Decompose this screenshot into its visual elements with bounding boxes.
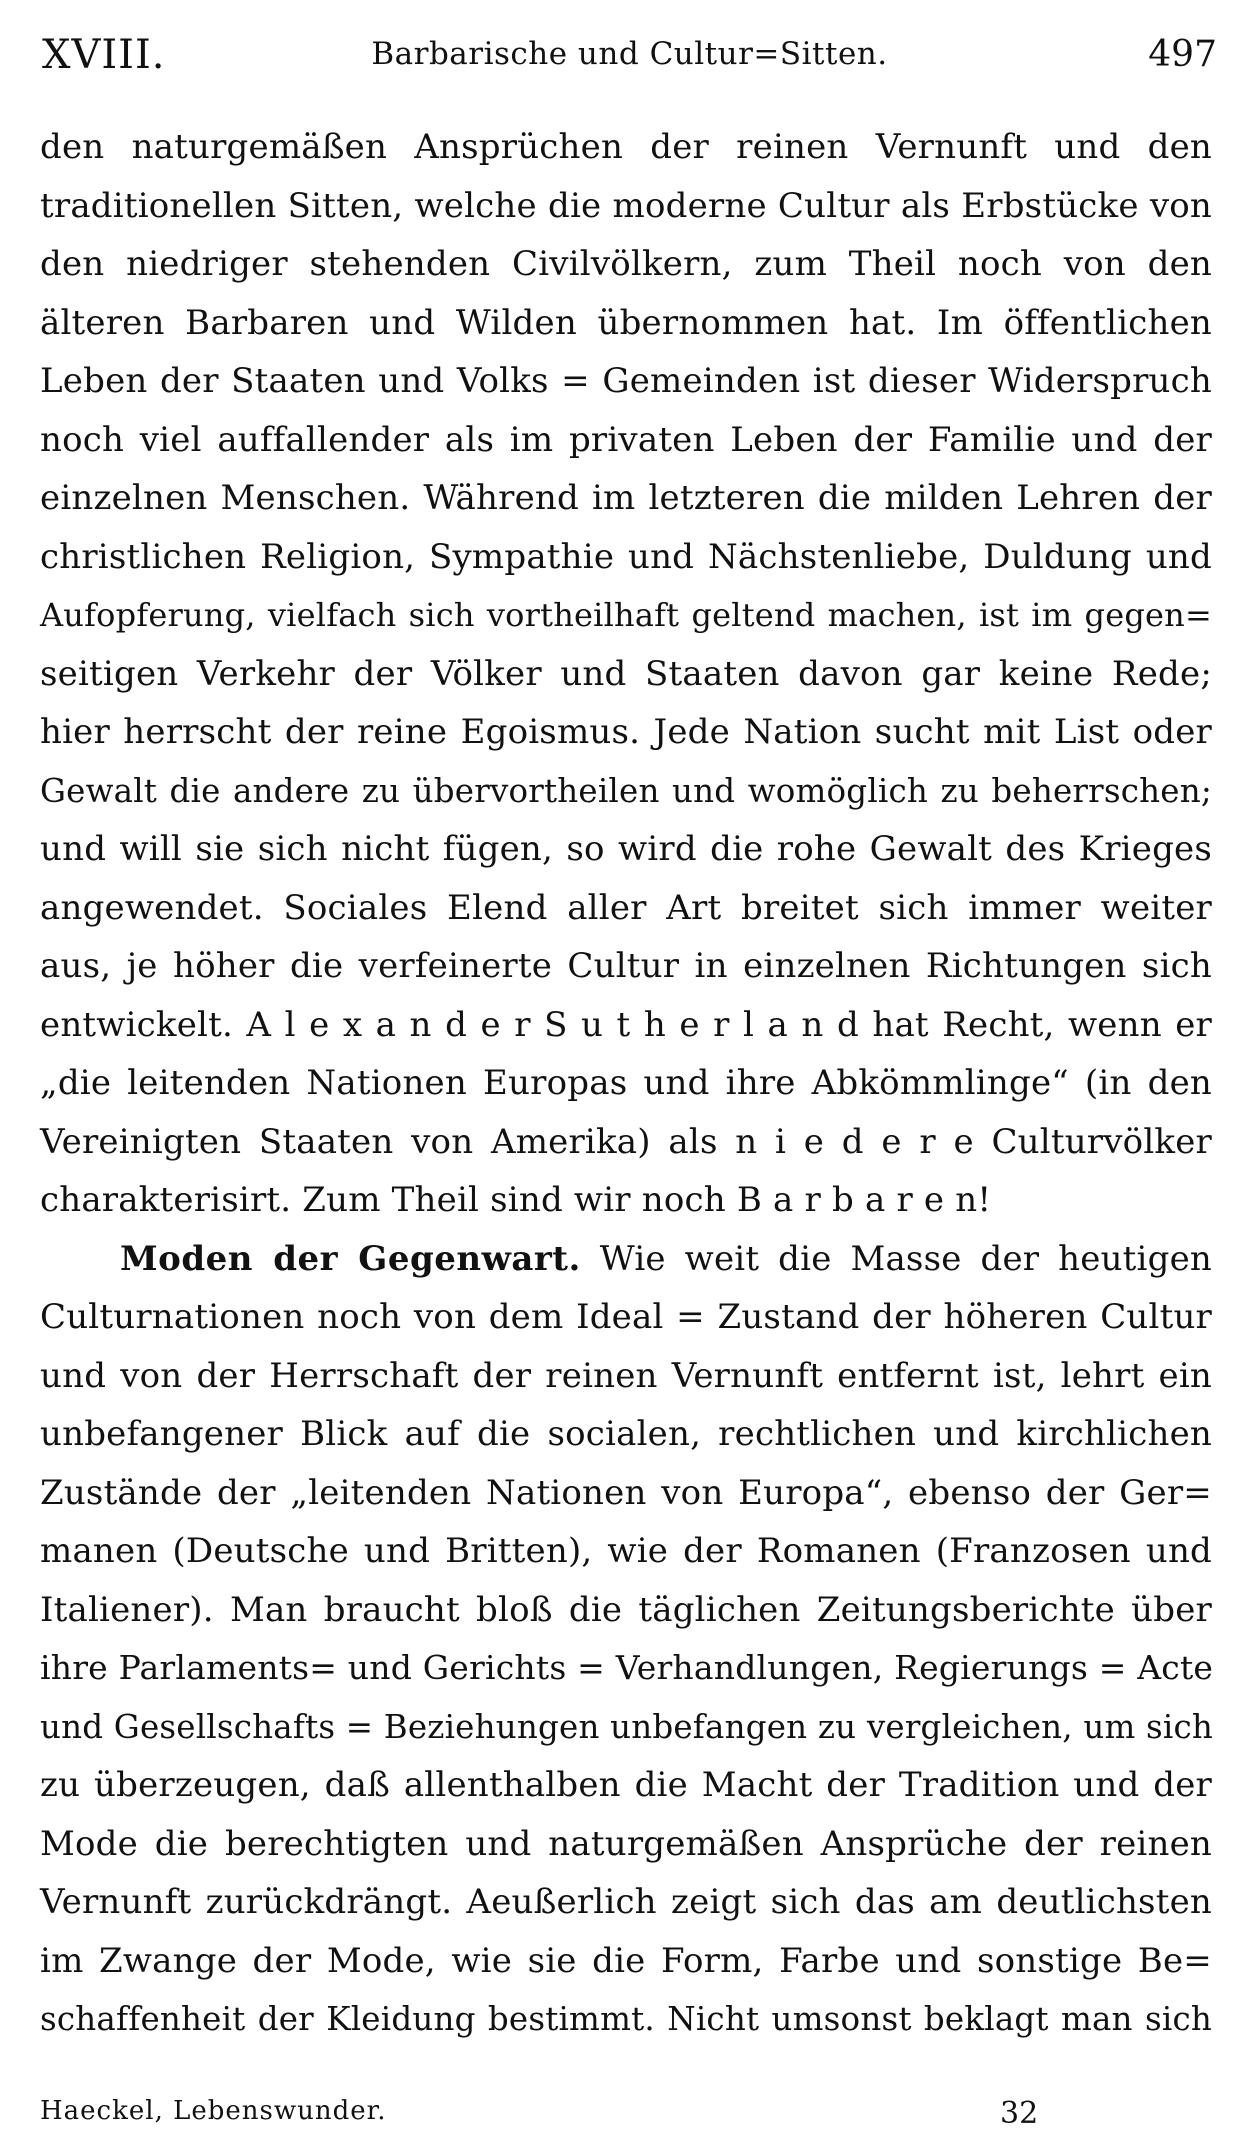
text-line: Vernunft zurückdrängt. Aeußerlich zeigt sich das am deutlichsten [40, 1882, 1212, 1922]
running-title: Barbarische und Cultur=Sitten. [371, 36, 888, 72]
text-line: christlichen Religion, Sympathie und Nächstenliebe, Duldung und [40, 536, 1212, 577]
text-line: entwickelt. A l e x a n d e r S u t h e r l a n d hat Recht, wenn er [40, 1004, 1212, 1045]
page-number: 497 [1148, 34, 1217, 75]
text-line: Culturnationen noch von dem Ideal = Zustand der höheren Cultur [40, 1297, 1212, 1337]
text-line: angewendet. Sociales Elend aller Art breitet sich immer weiter [40, 887, 1212, 928]
text-line: traditionellen Sitten, welche die moderne Cultur als Erbstücke von [40, 185, 1212, 226]
text-line: noch viel auffallender als im privaten Leben der Familie und der [40, 419, 1212, 460]
text-line: Leben der Staaten und Volks = Gemeinden ist dieser Widerspruch [40, 361, 1212, 401]
signature-mark: 32 [1000, 2096, 1039, 2131]
text-line: Zustände der „leitenden Nationen von Europa“, ebenso der Ger= [40, 1472, 1212, 1513]
section-first-line-text: Wie weit die Masse der heutigen [599, 1238, 1212, 1279]
page-footer [40, 2096, 1207, 2136]
text-line: Mode die berechtigten und naturgemäßen Ansprüche der reinen [40, 1823, 1212, 1864]
text-line: Vereinigten Staaten von Amerika) als n i e d e r e Culturvölker [40, 1121, 1212, 1162]
text-line: Italiener). Man braucht bloß die täglichen Zeitungsberichte über [40, 1589, 1212, 1630]
text-line: hier herrscht der reine Egoismus. Jede Nation sucht mit List oder [40, 712, 1212, 752]
text-line: älteren Barbaren und Wilden übernommen hat. Im öffentlichen [40, 302, 1212, 343]
body-text [40, 118, 1212, 2049]
text-line: und will sie sich nicht fügen, so wird die rohe Gewalt des Krieges [40, 829, 1212, 869]
text-line: und Gesellschafts = Beziehungen unbefangen zu vergleichen, um sich [40, 1707, 1214, 1746]
text-line: Aufopferung, vielfach sich vortheilhaft geltend machen, ist im gegen= [40, 596, 1212, 634]
text-line: schaffenheit der Kleidung bestimmt. Nicht umsonst beklagt man sich [40, 2000, 1212, 2038]
text-line: unbefangener Blick auf die socialen, rechtlichen und kirchlichen [40, 1414, 1212, 1454]
chapter-numeral: XVIII. [42, 32, 166, 78]
text-line: den niedriger stehenden Civilvölkern, zum Theil noch von den [40, 244, 1212, 284]
text-line: den naturgemäßen Ansprüchen der reinen Vernunft und den [40, 127, 1212, 167]
text-line: einzelnen Menschen. Während im letzteren die milden Lehren der [40, 478, 1212, 518]
text-line: „die leitenden Nationen Europas und ihre Abkömmlinge“ (in den [40, 1063, 1212, 1103]
text-line: seitigen Verkehr der Völker und Staaten davon gar keine Rede; [40, 653, 1212, 694]
text-line: zu überzeugen, daß allenthalben die Macht der Tradition und der [40, 1765, 1212, 1805]
footer-author-title: Haeckel, Lebenswunder. [40, 2096, 387, 2126]
text-line: manen (Deutsche und Britten), wie der Romanen (Franzosen und [40, 1531, 1212, 1571]
text-line: aus, je höher die verfeinerte Cultur in einzelnen Richtungen sich [40, 946, 1212, 986]
section-heading: Moden der Gegenwart. [120, 1238, 581, 1279]
running-head [42, 32, 1217, 82]
text-line: charakterisirt. Zum Theil sind wir noch B a r b a r e n! [40, 1180, 992, 1220]
section-first-line [40, 1230, 1212, 1289]
text-line: im Zwange der Mode, wie sie die Form, Farbe und sonstige Be= [40, 1940, 1212, 1981]
text-line: Gewalt die andere zu übervortheilen und womöglich zu beherrschen; [40, 771, 1212, 810]
text-line: ihre Parlaments= und Gerichts = Verhandlungen, Regierungs = Acte [40, 1648, 1214, 1687]
text-line: und von der Herrschaft der reinen Vernunft entfernt ist, lehrt ein [40, 1355, 1212, 1396]
